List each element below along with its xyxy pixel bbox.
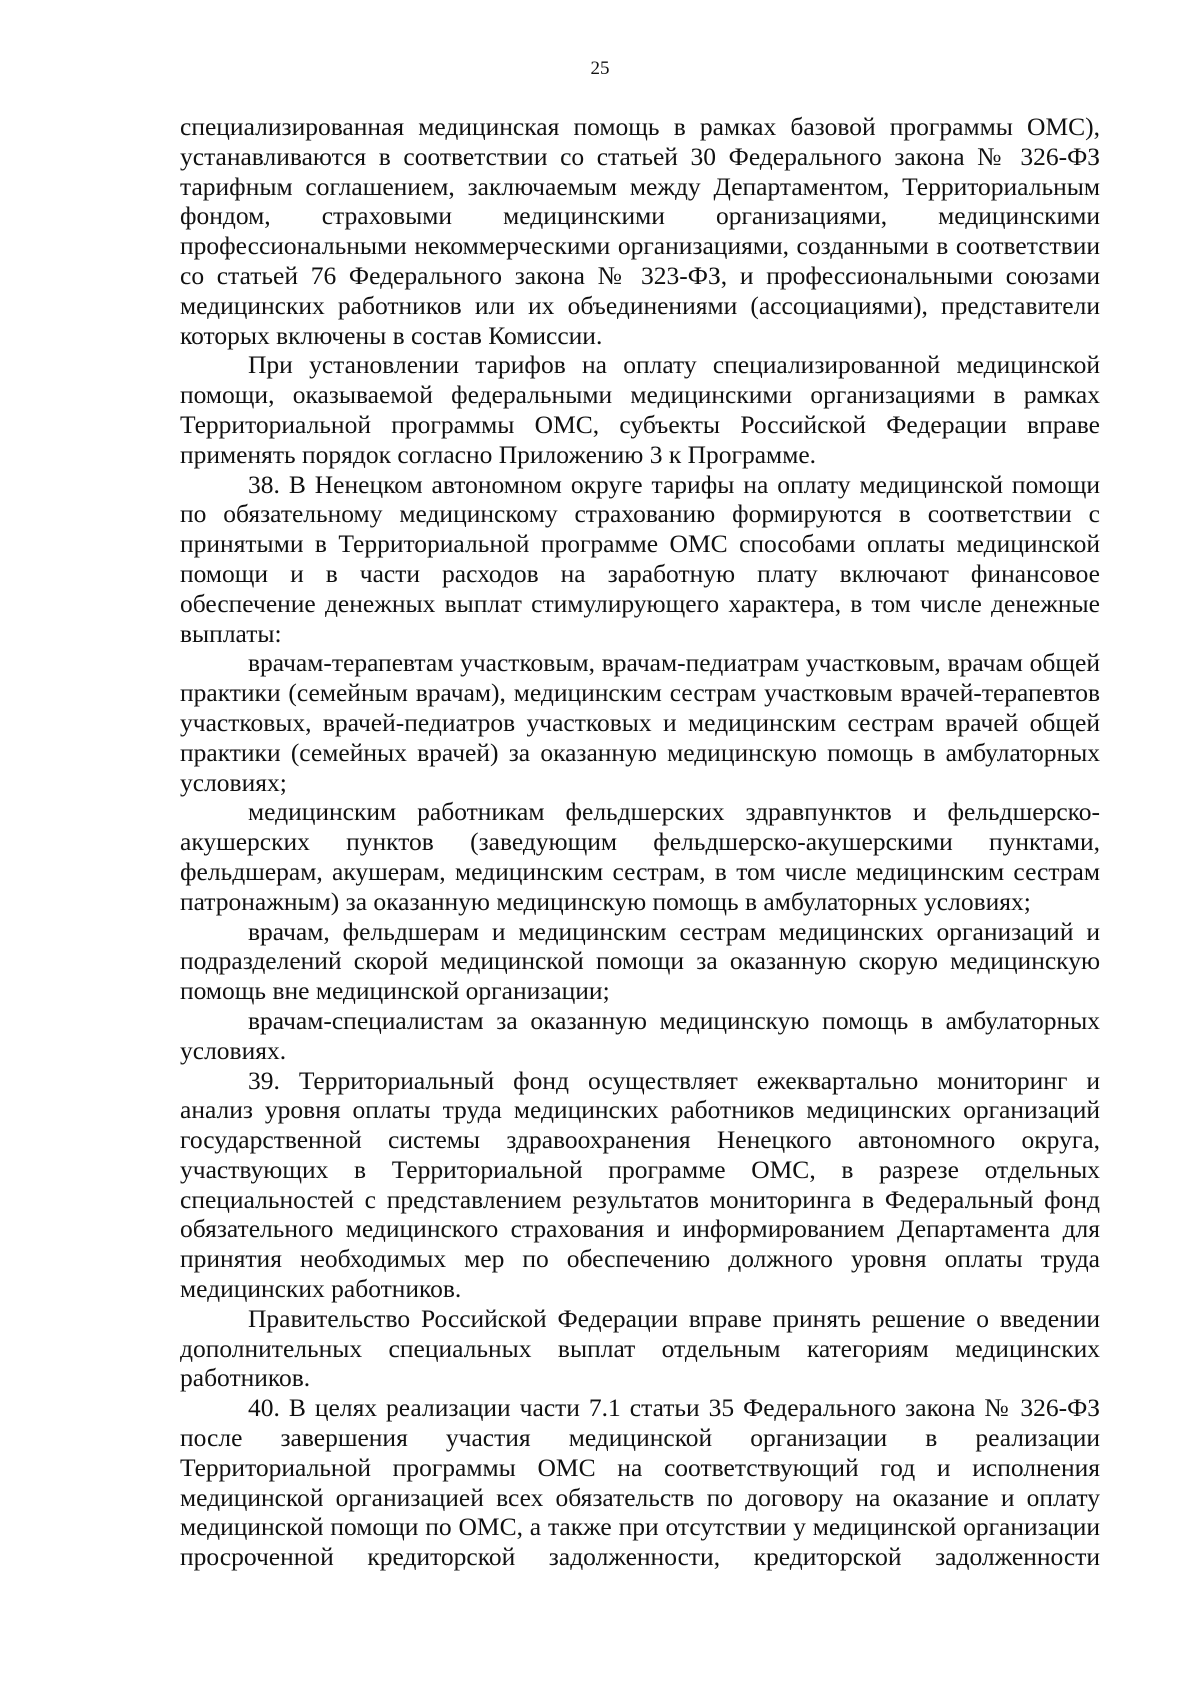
paragraph: врачам-терапевтам участковым, врачам-педиатрам участковым, врачам общей практики (семейным врачам), медицинским сестрам участковым врачей-терапевтов участковых, врачей-педиатров участковых и медицинским сестрам врачей общей практики (семейных врачей) за оказанную медицинскую помощь в амбулаторных условиях; xyxy=(180,648,1100,797)
paragraph: 39. Территориальный фонд осуществляет ежеквартально мониторинг и анализ уровня оплаты труда медицинских работников медицинских организаций государственной системы здравоохранения Ненецкого автономного округа, участвующих в Территориальной программе ОМС, в разрезе отдельных специальностей с представлением результатов мониторинга в Федеральный фонд обязательного медицинского страхования и информированием Департамента для принятия необходимых мер по обеспечению должного уровня оплаты труда медицинских работников. xyxy=(180,1065,1100,1304)
paragraph: медицинским работникам фельдшерских здравпунктов и фельдшерско-акушерских пунктов (заведующим фельдшерско-акушерскими пунктами, фельдшерам, акушерам, медицинским сестрам, в том числе медицинским сестрам патронажным) за оказанную медицинскую помощь в амбулаторных условиях; xyxy=(180,797,1100,916)
document-body xyxy=(180,112,1100,1572)
page-number: 25 xyxy=(590,58,610,79)
paragraph: врачам-специалистам за оказанную медицинскую помощь в амбулаторных условиях. xyxy=(180,1005,1100,1065)
paragraph: Правительство Российской Федерации вправе принять решение о введении дополнительных специальных выплат отдельным категориям медицинских работников. xyxy=(180,1303,1100,1393)
paragraph: 40. В целях реализации части 7.1 статьи 35 Федерального закона № 326-ФЗ после завершения участия медицинской организации в реализации Территориальной программы ОМС на соответствующий год и исполнения медицинской организацией всех обязательств по договору на оказание и оплату медицинской помощи по ОМС, а также при отсутствии у медицинской организации просроченной кредиторской задолженности, кредиторской задолженности xyxy=(180,1393,1100,1572)
paragraph: врачам, фельдшерам и медицинским сестрам медицинских организаций и подразделений скорой медицинской помощи за оказанную скорую медицинскую помощь вне медицинской организации; xyxy=(180,916,1100,1006)
paragraph: специализированная медицинская помощь в рамках базовой программы ОМС), устанавливаются в соответствии со статьей 30 Федерального закона № 326-ФЗ тарифным соглашением, заключаемым между Департаментом, Территориальным фондом, страховыми медицинскими организациями, медицинскими профессиональными некоммерческими организациями, созданными в соответствии со статьей 76 Федерального закона № 323-ФЗ, и профессиональными союзами медицинских работников или их объединениями (ассоциациями), представители которых включены в состав Комиссии. xyxy=(180,112,1100,350)
paragraph: При установлении тарифов на оплату специализированной медицинской помощи, оказываемой федеральными медицинскими организациями в рамках Территориальной программы ОМС, субъекты Российской Федерации вправе применять порядок согласно Приложению 3 к Программе. xyxy=(180,350,1100,469)
paragraph: 38. В Ненецком автономном округе тарифы на оплату медицинской помощи по обязательному медицинскому страхованию формируются в соответствии с принятыми в Территориальной программе ОМС способами оплаты медицинской помощи и в части расходов на заработную плату включают финансовое обеспечение денежных выплат стимулирующего характера, в том числе денежные выплаты: xyxy=(180,469,1100,648)
